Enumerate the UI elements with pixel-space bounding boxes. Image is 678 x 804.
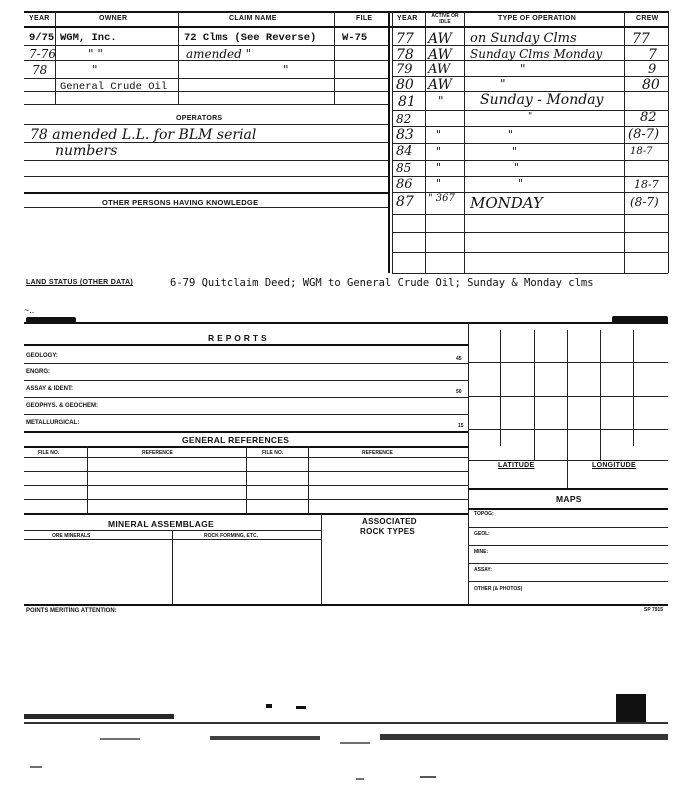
- latitude-label: LATITUDE: [498, 462, 535, 469]
- activity-status: AW: [428, 62, 451, 77]
- activity-year: 86: [396, 177, 413, 192]
- ore-minerals-label: ORE MINERALS: [52, 533, 91, 539]
- activity-crew: (8-7): [630, 195, 659, 209]
- activity-operation: ": [512, 145, 518, 158]
- activity-year: 80: [396, 77, 414, 93]
- activity-year: 81: [398, 94, 416, 110]
- activity-status: ": [436, 128, 442, 141]
- activity-status: ": [436, 177, 442, 190]
- owner-row-3-claim: ": [283, 63, 289, 77]
- ref-header-file-no-2: FILE NO.: [262, 450, 284, 456]
- rock-forming-label: ROCK FORMING, ETC.: [204, 533, 258, 539]
- activity-year: 79: [396, 62, 413, 77]
- header-claim-name: CLAIM NAME: [229, 15, 277, 22]
- activity-status: ": [436, 161, 442, 174]
- report-metallurgical-num: 15: [458, 423, 464, 429]
- operator-note-line-1: 78 amended L.L. for BLM serial: [30, 127, 257, 143]
- activity-year: 77: [396, 31, 414, 47]
- map-row-mine: MINE:: [474, 549, 489, 555]
- owner-row-2-owner: " ": [88, 47, 103, 61]
- map-row-topog: TOPOG:: [474, 511, 494, 517]
- activity-status: ": [436, 145, 442, 158]
- other-persons-label: OTHER PERSONS HAVING KNOWLEDGE: [102, 198, 259, 207]
- activity-crew: 82: [640, 110, 657, 125]
- activity-operation: Sunday Clms Monday: [470, 47, 603, 61]
- header-file: FILE: [356, 15, 373, 22]
- activity-operation: ": [500, 77, 506, 91]
- report-geology-num: 45: [456, 356, 462, 362]
- owner-row-4-owner: General Crude Oil: [60, 81, 168, 93]
- activity-operation: ": [528, 112, 533, 122]
- owner-row-3-year: 78: [32, 63, 48, 77]
- general-references-title: GENERAL REFERENCES: [182, 435, 290, 445]
- land-status-value: 6-79 Quitclaim Deed; WGM to General Crude Oil; Sunday & Monday clms: [170, 277, 594, 289]
- activity-crew: (8-7): [628, 127, 660, 142]
- report-geophys: GEOPHYS. & GEOCHEM:: [26, 403, 99, 409]
- activity-status: AW: [428, 31, 452, 47]
- activity-operation: ": [514, 161, 520, 174]
- scan-artifact: ~..: [24, 305, 35, 315]
- activity-status: AW: [428, 47, 452, 63]
- header-owner: OWNER: [99, 15, 128, 22]
- activity-crew: 7: [648, 47, 657, 63]
- reports-title: R E P O R T S: [208, 333, 268, 343]
- header-active-or-idle: ACTIVE OR IDLE: [431, 13, 459, 25]
- operator-note-line-2: numbers: [55, 143, 118, 159]
- activity-status: ": [438, 94, 444, 108]
- activity-year: 85: [396, 161, 412, 175]
- activity-operation: ": [520, 62, 526, 76]
- report-geology: GEOLOGY:: [26, 353, 58, 359]
- longitude-label: LONGITUDE: [592, 462, 636, 469]
- owner-row-1-year: 9/75: [29, 32, 55, 44]
- map-row-assay: ASSAY:: [474, 567, 493, 573]
- activity-year: 82: [396, 112, 412, 126]
- operators-label: OPERATORS: [176, 115, 223, 122]
- report-assay: ASSAY & IDENT:: [26, 386, 74, 392]
- activity-operation: Sunday - Monday: [480, 92, 604, 108]
- mineral-assemblage-title: MINERAL ASSEMBLAGE: [108, 519, 214, 529]
- activity-crew: 18-7: [634, 178, 659, 191]
- activity-year: 84: [396, 144, 413, 159]
- activity-crew: 77: [632, 31, 650, 47]
- form-number: SP 7915: [644, 607, 664, 613]
- associated-label: ASSOCIATED: [362, 517, 417, 526]
- rock-types-label: ROCK TYPES: [360, 527, 416, 536]
- activity-year: 78: [396, 47, 414, 63]
- activity-operation: ": [508, 128, 514, 141]
- report-assay-num: 50: [456, 389, 462, 395]
- map-row-other: OTHER (& PHOTOS): [474, 586, 523, 592]
- owner-row-2-year: 7-76: [29, 47, 56, 61]
- activity-operation: MONDAY: [470, 194, 543, 212]
- owner-row-3-owner: ": [92, 63, 98, 77]
- header-year: YEAR: [29, 15, 50, 22]
- owner-row-1-file: W-75: [342, 32, 368, 44]
- points-meriting-attention: POINTS MERITING ATTENTION:: [26, 608, 117, 614]
- activity-status: " 367: [428, 193, 455, 204]
- activity-crew: 9: [648, 62, 657, 77]
- maps-title: MAPS: [556, 494, 582, 504]
- activity-operation: on Sunday Clms: [470, 31, 577, 46]
- activity-crew: 80: [642, 77, 660, 93]
- activity-year: 83: [396, 127, 414, 143]
- header-crew: CREW: [636, 15, 659, 22]
- header-type-of-operation: TYPE OF OPERATION: [498, 15, 577, 22]
- activity-status: AW: [428, 77, 452, 93]
- header-year-2: YEAR: [397, 15, 418, 22]
- activity-year: 87: [396, 194, 414, 210]
- owner-row-1-claim: 72 Clms (See Reverse): [184, 32, 317, 44]
- owner-row-2-claim: amended ": [186, 47, 252, 61]
- activity-operation: ": [518, 177, 524, 190]
- report-engrg: ENGRG:: [26, 369, 50, 375]
- owner-row-1-owner: WGM, Inc.: [60, 32, 117, 44]
- report-metallurgical: METALLURGICAL:: [26, 420, 80, 426]
- ref-header-file-no-1: FILE NO.: [38, 450, 60, 456]
- ref-header-reference-2: REFERENCE: [362, 450, 393, 456]
- map-row-geol: GEOL:: [474, 531, 490, 537]
- activity-crew: 18-7: [630, 146, 653, 157]
- ref-header-reference-1: REFERENCE: [142, 450, 173, 456]
- land-status-label: LAND STATUS (OTHER DATA): [26, 279, 134, 286]
